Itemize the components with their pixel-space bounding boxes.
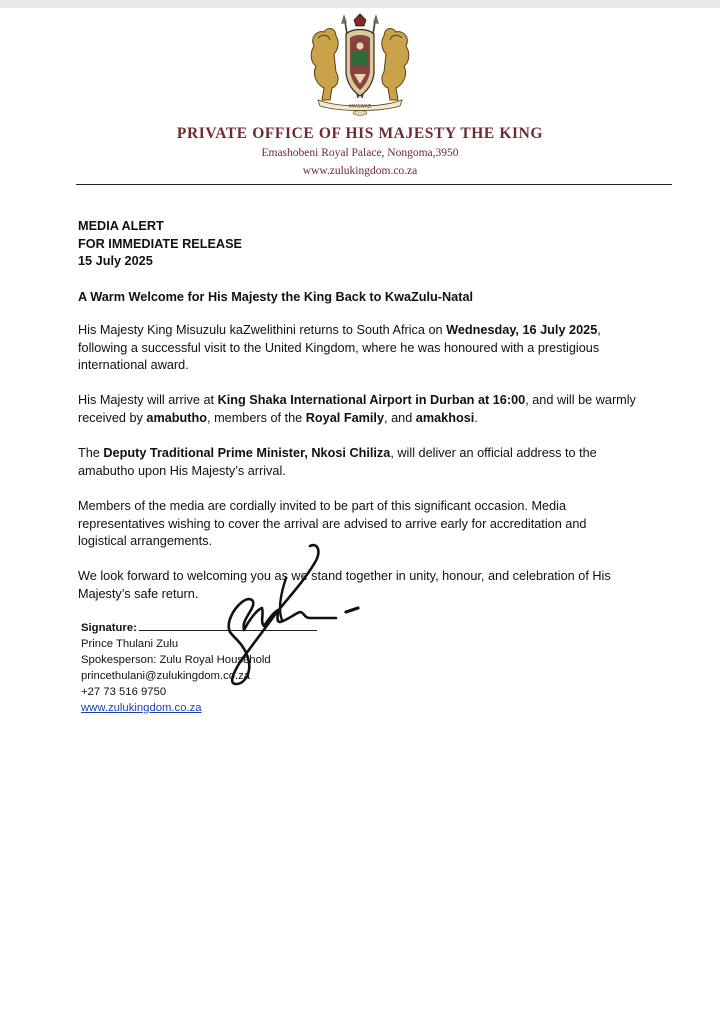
text-run: .: [474, 410, 478, 425]
speaker-name: Deputy Traditional Prime Minister, Nkosi Chiliza: [103, 446, 391, 460]
release-type: FOR IMMEDIATE RELEASE: [78, 236, 243, 251]
paragraph-closing: We look forward to welcoming you as we stand together in unity, honour, and celebration of His Majesty’s safe return.: [78, 569, 611, 601]
arrival-location: King Shaka International Airport in Durban at 16:00: [217, 393, 526, 407]
signature-line: [139, 620, 317, 631]
alert-date: 15 July 2025: [78, 254, 153, 268]
crest-motto: AMASWAZI: [348, 103, 372, 109]
paragraph-media-invite: Members of the media are cordially invited to be part of this significant occasion. Media representatives wishing to cover the arrival are advised to arrive early for accreditation and logistical arrangements.: [78, 499, 587, 548]
text-run: , following a successful visit to the United Kingdom, where he was honoured with a prestigious international award.: [78, 323, 601, 372]
bold-term: amabutho: [146, 410, 208, 425]
text-run: , members of the: [207, 410, 306, 425]
signatory-email: princethulani@zulukingdom.co.za: [81, 670, 251, 682]
alert-type: MEDIA ALERT: [78, 219, 164, 233]
text-run: His Majesty King Misuzulu kaZwelithini returns to South Africa on: [78, 323, 447, 337]
arrival-date: Wednesday, 16 July 2025: [446, 323, 598, 337]
signatory-name: Prince Thulani Zulu: [81, 638, 179, 650]
org-address: Emashobeni Royal Palace, Nongoma,3950: [261, 147, 459, 159]
paragraph-arrival-location: [78, 392, 638, 427]
alert-block: [78, 218, 638, 271]
org-title: PRIVATE OFFICE OF HIS MAJESTY THE KING: [176, 125, 544, 142]
signatory-role: Spokesperson: Zulu Royal Household: [81, 654, 271, 666]
royal-crest-icon: [300, 12, 420, 118]
paragraph-address: [78, 445, 638, 480]
text-run: , and will be warmly received by: [78, 393, 636, 425]
bold-term: amakhosi: [415, 410, 475, 425]
signatory-phone: +27 73 516 9750: [81, 686, 167, 698]
text-run: , and: [384, 410, 416, 425]
signature-block: [81, 620, 381, 716]
text-run: His Majesty will arrive at: [78, 393, 218, 407]
org-website: www.zulukingdom.co.za: [302, 165, 418, 177]
headline: A Warm Welcome for His Majesty the King Back to KwaZulu-Natal: [78, 290, 474, 304]
signatory-website-link[interactable]: www.zulukingdom.co.za: [81, 702, 202, 714]
paragraph-arrival-date: [78, 322, 638, 375]
bold-term: Royal Family: [305, 410, 385, 425]
text-run: , will deliver an official address to the amabutho upon His Majesty’s arrival.: [78, 446, 597, 478]
top-edge-bar: [0, 0, 720, 8]
signature-label: Signature:: [81, 622, 137, 634]
signature-row: [81, 620, 381, 636]
header-divider: [76, 184, 672, 185]
text-run: The: [78, 446, 104, 460]
